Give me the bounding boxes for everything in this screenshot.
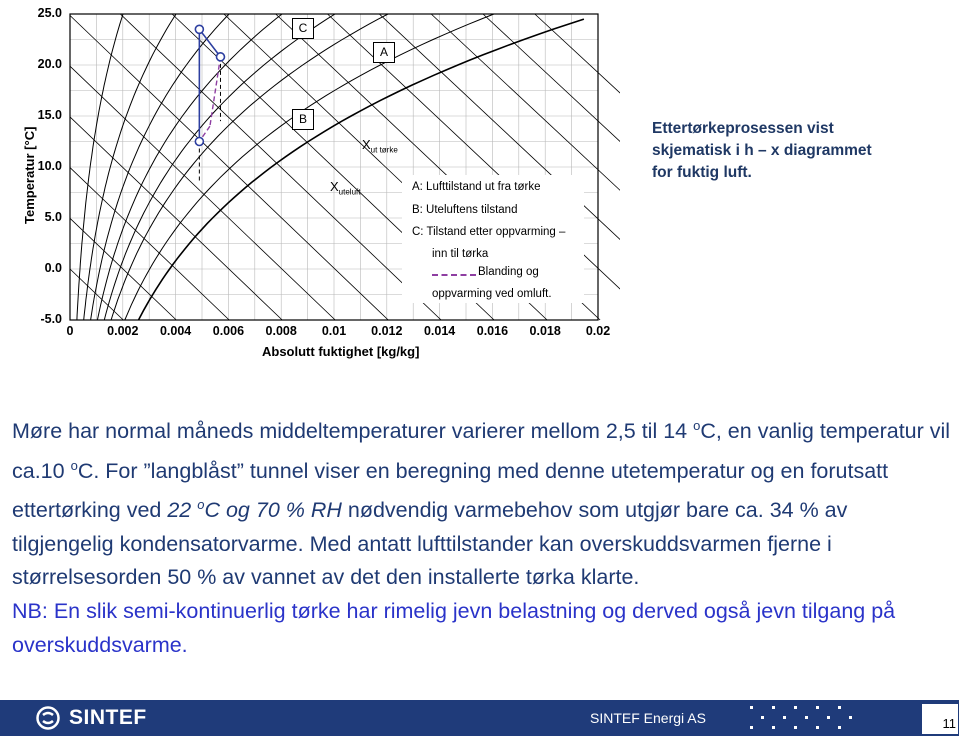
body-text (12, 409, 952, 662)
legend-item-d-cont: oppvarming ved omluft. (432, 288, 552, 300)
x-ut-torke-annotation: $X_{ut tørke}$ (362, 137, 398, 155)
state-point-a (216, 53, 224, 61)
x-tick-label: 0.014 (423, 324, 456, 338)
x-tick-label: 0 (66, 324, 74, 338)
page-number: 11 (922, 704, 958, 734)
chart-legend (402, 175, 584, 303)
y-axis-label: Temperatur [°C] (22, 126, 37, 224)
x-axis-label: Absolutt fuktighet [kg/kg] (262, 344, 420, 359)
side-note-line-1: Ettertørkeprosessen vist (652, 120, 834, 137)
legend-dashed-line (432, 274, 476, 276)
x-tick-label: 0.008 (265, 324, 297, 338)
legend-item-c: C: Tilstand etter oppvarming – (412, 226, 566, 238)
y-tick-label: 10.0 (37, 159, 62, 173)
side-note (652, 118, 952, 184)
x-tick-label: 0.002 (107, 324, 139, 338)
point-label-b: B (292, 109, 314, 130)
legend-item-b: B: Uteluftens tilstand (412, 204, 518, 216)
x-tick-label: 0.004 (159, 324, 192, 338)
y-tick-label: -5.0 (40, 312, 62, 326)
point-label-a: A (373, 42, 395, 63)
x-tick-label: 0.006 (212, 324, 245, 338)
y-tick-label: 5.0 (44, 210, 62, 224)
sintef-logo-icon (35, 706, 61, 730)
state-point-c (195, 25, 203, 33)
x-tick-label: 0.02 (585, 324, 611, 338)
footer-bar (0, 700, 959, 736)
point-label-c: C (292, 18, 314, 39)
y-tick-label: 0.0 (44, 261, 62, 275)
y-tick-label: 15.0 (37, 108, 62, 122)
x-uteluft-annotation: $X_{uteluft}$ (330, 179, 361, 197)
legend-item-d: Blanding og (478, 266, 539, 278)
x-tick-label: 0.012 (371, 324, 403, 338)
sintef-logo-text: SINTEF (69, 706, 147, 729)
state-point-b (195, 138, 203, 146)
legend-item-a: A: Lufttilstand ut fra tørke (412, 181, 541, 193)
footer-dot-pattern (742, 702, 862, 734)
nb-paragraph: NB: En slik semi-kontinuerlig tørke har rimelig jevn belastning og derved også jevn tilgang på overskuddsvarme. (12, 598, 896, 657)
x-tick-label: 0.01 (321, 324, 347, 338)
x-tick-label: 0.018 (529, 324, 561, 338)
side-note-line-2: skjematisk i h – x diagrammet (652, 142, 872, 159)
footer-organization: SINTEF Energi AS (590, 710, 706, 726)
sintef-logo (35, 706, 147, 730)
legend-item-c-cont: inn til tørka (432, 248, 489, 260)
x-tick-label: 0.016 (476, 324, 509, 338)
y-tick-label: 25.0 (37, 6, 62, 20)
side-note-line-3: for fuktig luft. (652, 164, 752, 181)
y-tick-label: 20.0 (37, 57, 62, 71)
body-paragraph: Møre har normal måneds middeltemperaturer varierer mellom 2,5 til 14 $^o$C, en vanlig temperatur vil ca.10 $^o$C. For ”langblåst” tunnel viser en beregning med denne utetemperatur og en forutsatt ettertørking ved 22 $^o$C og 70 % RH nødvendig varmebehov som utgjør bare ca. 34 % av tilgjengelig kondensatorvarme. Med antatt lufttilstander kan overskuddsvarmen fjerne i størrelsesorden 50 % av vannet av det den installerte tørka klarte. (12, 418, 951, 590)
